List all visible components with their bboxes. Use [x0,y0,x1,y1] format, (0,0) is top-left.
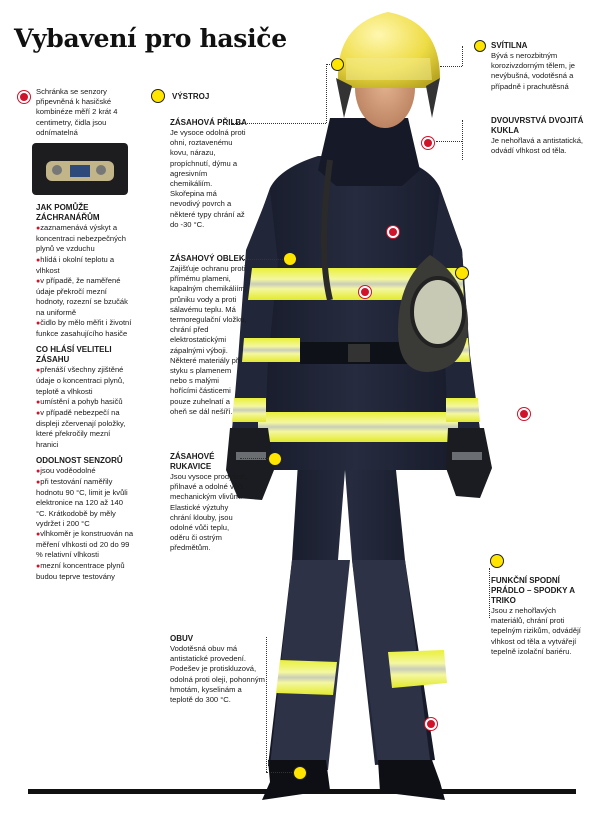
marker-sensor-leg [425,718,437,730]
svitilna-marker [474,40,486,52]
list-item: ● v případě, že naměřené údaje překročí mezní hodnoty, rozezní se bzučák na uniformě [36,276,134,318]
callout-text: Jsou z nehořlavých materiálů, chrání proti tepelným rizikům, odvádějí vlhkost od těla a vytvářejí tepelně izolační bariéru. [491,606,581,656]
leader-obuv [266,637,267,772]
left-column [36,203,134,582]
vystroj-label: VÝSTROJ [172,92,210,101]
callout-heading: ZÁSAHOVÁ PŘILBA [170,118,247,127]
marker-sensor-hood [422,137,434,149]
section-heading: CO HLÁSÍ VELITELI ZÁSAHU [36,345,112,365]
callout-heading: ZÁSAHOVÉ RUKAVICE [170,452,215,471]
list-item: ● umístění a pohyb hasičů [36,397,134,408]
section-heading: ODOLNOST SENZORŮ [36,455,123,465]
marker-svitilna [331,58,344,71]
page-title: Vybavení pro hasiče [14,24,287,53]
list-item: ● čidlo by mělo měřit i životní funkce zasahujícího hasiče [36,318,134,339]
marker-pradlo [490,554,504,568]
list-item: ● vlhkoměr je konstruován na měření vlhkosti od 20 do 99 % relativní vlhkosti [36,529,134,561]
callout-obuv [170,634,266,705]
section-heading: JAK POMŮŽE ZÁCHRANÁŘŮM [36,203,100,222]
marker-sensor-chest [387,226,399,238]
callout-svitilna [491,41,591,92]
callout-text: Zajišťuje ochranu proti přímému plameni, kapalným chemikáliím, průniku vody a proti sálavému teplu. Má termoregulační vložku, chrání před elektrostatickými zápalnými výboji. Některé materiály při styku s plamenem nebo s malými hořícími částicemi pouze zuhelnatí a oheň se dál nešíří. [170,264,247,416]
callout-heading: FUNKČNÍ SPODNÍ PRÁDLO – SPODKY A TRIKO [491,576,575,605]
list-item: ● mezní koncentrace plynů budou teprve testovány [36,561,134,582]
callout-heading: OBUV [170,634,194,643]
sensor-box-text: Schránka se senzory připevněná k hasičské kombinéze měří 2 krát 4 centimetry, čidla jsou odnímatelná [36,87,118,137]
leader-prilba-v [326,64,327,123]
vystroj-marker [151,89,165,103]
list-item: ● zaznamenává výskyt a koncentraci nebezpečných plynů ve vzduchu [36,223,134,255]
marker-rukavice [268,452,282,466]
callout-text: Je nehořlavá a antistatická, odvádí vlhkost od těla. [491,136,584,156]
list-item: ● v případě nebezpečí na displeji zčervenají položky, které překročily mezní hranici [36,408,134,450]
leader-svitilna-h [440,66,462,67]
sensor-box-marker [18,91,30,103]
leader-svitilna [462,46,463,66]
marker-oblek [283,252,297,266]
callout-text: Vodotěsná obuv má antistatické provedení. Podešev je protiskluzová, odolná proti oleji, pohonným hmotám, kyselinám a teplotě do 300 °C. [170,644,265,705]
section-co-hlasi [36,345,134,450]
callout-text: Je vysoce odolná proti ohni, roztavenému kovu, nárazu, propíchnutí, dýmu a agresivním chemikáliím. Skořepina má nevodivý povrch a některé typy chrání až do -30 °C. [170,128,246,229]
list-item: ● přenáší všechny zjištěné údaje o koncentraci plynů, teplotě a vlhkosti [36,365,134,397]
callout-oblek [170,254,248,417]
callout-rukavice [170,452,248,554]
section-jak-pomuze [36,203,134,339]
list-item: ● při testování naměřily hodnotu 90 °C, limit je kvůli elektronice na 120 až 140 °C. Krátkodobě by měly vydržet i 200 °C [36,477,134,529]
callout-heading: DVOUVRSTVÁ DVOJITÁ KUKLA [491,116,584,135]
marker-mask [455,266,469,280]
callout-text: Bývá s nerozbitným korozivzdorným tělem, je nevýbušná, vodotěsná a případně i prachutěsná [491,51,575,91]
sensor-device-image [32,143,128,195]
leader-kukla [462,120,463,160]
callout-heading: ZÁSAHOVÝ OBLEK [170,254,245,263]
list-item: ● jsou voděodolné [36,466,134,477]
marker-sensor-arm [518,408,530,420]
leader-pradlo [489,568,490,618]
callout-kukla [491,116,591,156]
marker-sensor-belt [359,286,371,298]
section-odolnost [36,456,134,582]
callout-heading: SVÍTILNA [491,41,528,50]
leader-kukla-h [436,141,462,142]
callout-text: Jsou vysoce prodyšné, přilnavé a odolné vůči mechanickým vlivům. Elastické výztuhy chrání klouby, jsou odolné vůči teplu, oděru či ostrým předmětům. [170,472,248,553]
callout-pradlo [491,576,591,657]
callout-prilba [170,118,248,230]
list-item: ● hlídá i okolní teplotu a vlhkost [36,255,134,276]
marker-obuv [293,766,307,780]
